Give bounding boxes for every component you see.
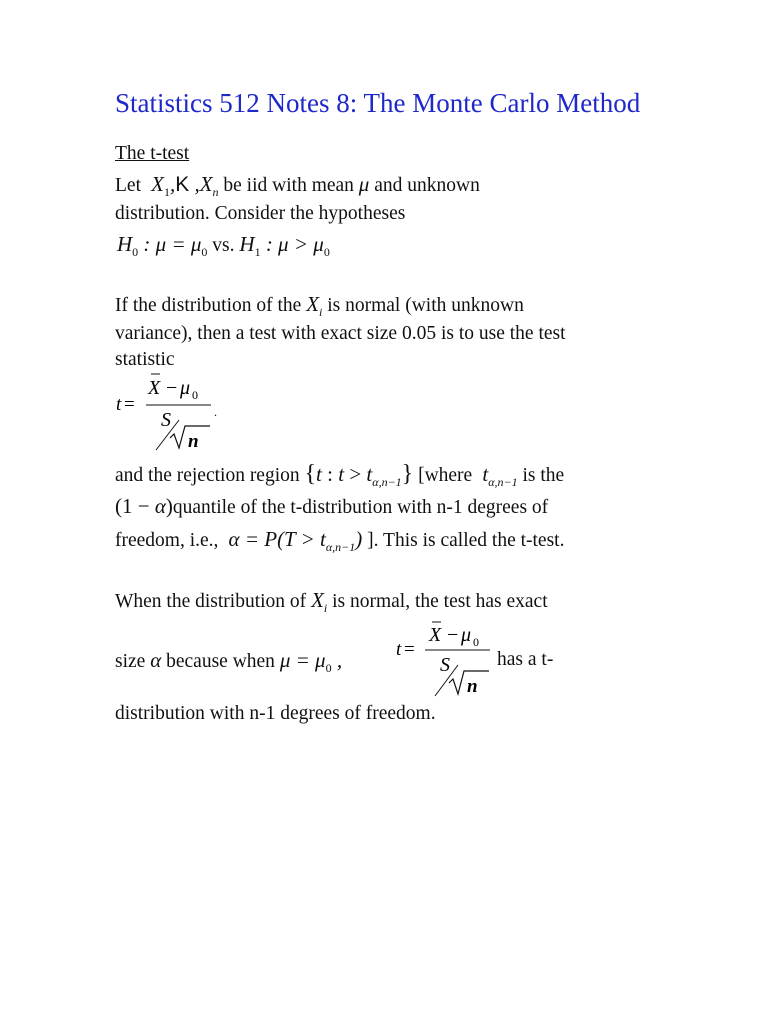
math-null-hypothesis: $H_0$ : $\mu = \mu_0$ (117, 232, 208, 259)
text-freedom-ie: freedom, i.e., (115, 530, 219, 551)
paragraph2-line1 (115, 292, 524, 318)
formula-xbar: X (148, 377, 161, 399)
formula-mu0-sub: 0 (192, 388, 198, 402)
paragraph4-line2b: has a t- (497, 649, 554, 670)
paragraph4-line2a (115, 648, 342, 674)
text-if-dist: If the distribution of the (115, 295, 302, 316)
formula2-mu0-sub: 0 (473, 635, 479, 649)
paragraph1-line1 (115, 172, 480, 198)
text-unknown: and unknown (374, 175, 480, 196)
t-statistic-formula (112, 368, 232, 454)
paragraph1-line2: distribution. Consider the hypotheses (115, 203, 406, 224)
formula2-t: t (396, 639, 402, 660)
formula-t: t (116, 394, 122, 415)
text-quantile: quantile of the t-distribution with n-1 degrees of (172, 497, 549, 518)
formula2-mu0: μ (461, 624, 472, 646)
formula2-n: n (467, 676, 478, 697)
text-called-t-test: ]. This is called the t-test. (367, 530, 565, 551)
text-let: Let (115, 175, 141, 196)
math-x1-to-xn: $X_1,K$ $,X_n$ (145, 172, 219, 199)
text-where: [where (418, 465, 473, 486)
formula-period: . (214, 405, 217, 419)
text-is-the: is the (522, 465, 565, 486)
math-mu-equals-mu0: $\mu = \mu_0$ , (279, 648, 343, 675)
text-is-normal: is normal (with unknown (327, 295, 524, 316)
hypotheses-line (117, 232, 330, 258)
formula-minus: − (166, 377, 178, 399)
paragraph4-line3: distribution with n-1 degrees of freedom. (115, 703, 436, 724)
paragraph2-line3: statistic (115, 349, 175, 370)
formula-n: n (188, 431, 199, 452)
text-vs: vs. (212, 235, 235, 256)
math-t-alpha: $t_{\alpha,n-1}$ (477, 462, 518, 489)
formula-equals: = (124, 394, 135, 415)
formula2-minus: − (447, 624, 459, 646)
paragraph3-line2 (115, 494, 548, 520)
math-xi: $X_i$ (306, 292, 323, 319)
math-alpha: α (150, 648, 162, 672)
text-when-dist: When the distribution of (115, 591, 307, 612)
text-size: size (115, 651, 146, 672)
text-rejection-region: and the rejection region (115, 465, 300, 486)
formula2-xbar: X (429, 624, 442, 646)
section-heading: The t-test (115, 143, 190, 164)
math-one-minus-alpha: (1 − α) (115, 494, 173, 518)
text-normal-exact: is normal, the test has exact (332, 591, 548, 612)
text-iid-mean: be iid with mean (223, 175, 354, 196)
paragraph4-line1 (115, 588, 548, 614)
formula-s: S (161, 409, 171, 431)
formula2-s: S (440, 654, 450, 676)
math-rejection-set: {t : $t > t_{\alpha,n-1}$} (304, 461, 414, 489)
math-xi-2: $X_i$ (311, 588, 328, 615)
math-alpha-prob: $\alpha = P(T > t_{\alpha,n-1})$ (223, 527, 363, 554)
paragraph3-line3 (115, 527, 564, 553)
page-title: Statistics 512 Notes 8: The Monte Carlo Method (115, 88, 641, 118)
text-because-when: because when (166, 651, 275, 672)
math-mu: μ (358, 172, 370, 196)
paragraph2-line2: variance), then a test with exact size 0.05 is to use the test (115, 323, 566, 344)
math-alt-hypothesis: $H_1$ : $\mu > \mu_0$ (239, 232, 330, 259)
formula-mu0: μ (180, 377, 191, 399)
paragraph3-line1 (115, 462, 564, 488)
formula2-equals: = (404, 639, 415, 660)
t-statistic-formula-inline (392, 616, 496, 700)
